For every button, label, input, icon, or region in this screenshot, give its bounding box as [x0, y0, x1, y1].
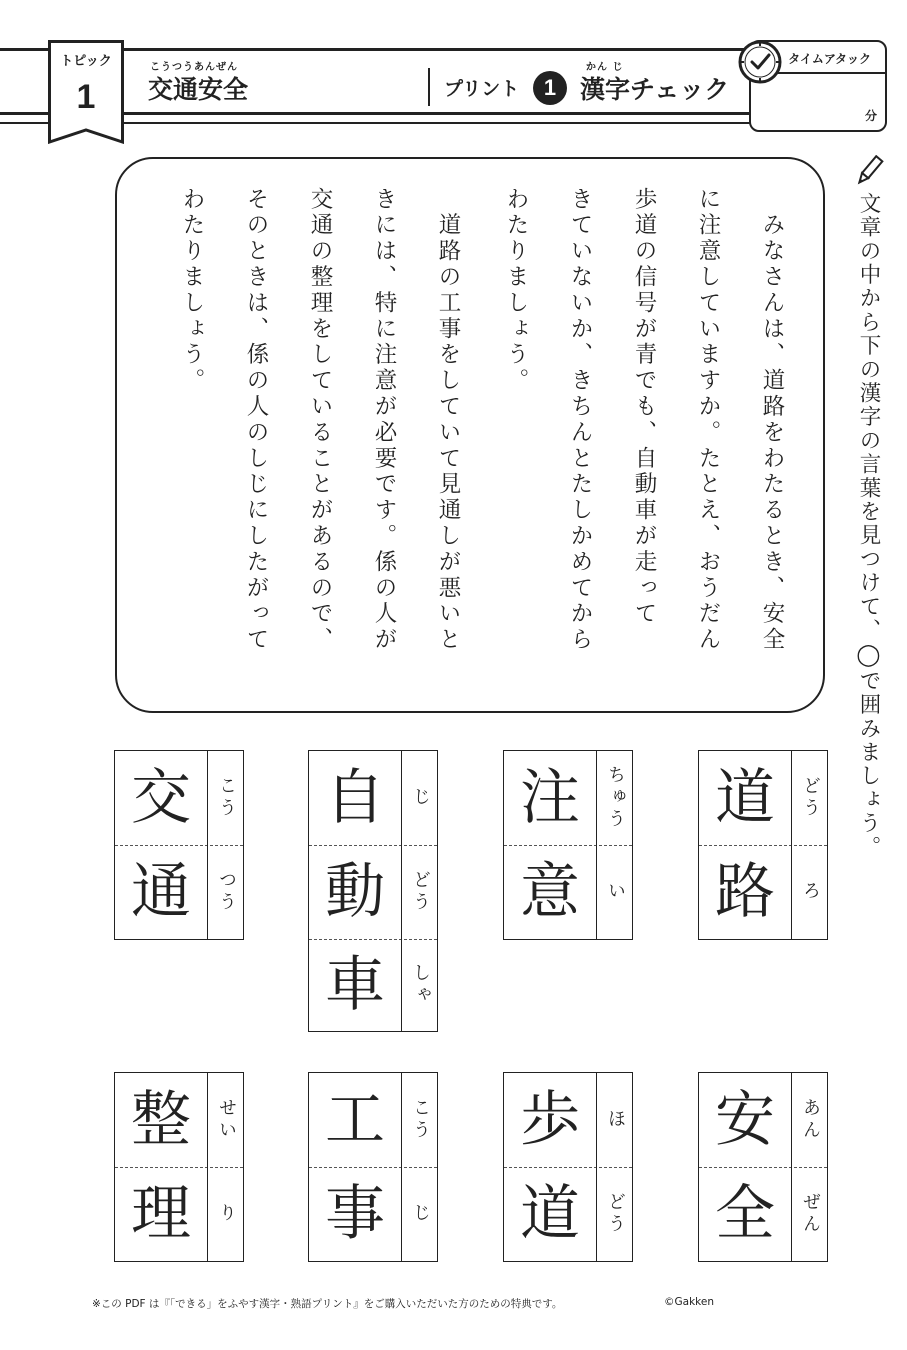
reading-passage [115, 157, 825, 713]
time-unit-label: 分 [864, 109, 877, 123]
header-divider [428, 68, 430, 106]
page-subtitle: 漢字チェック [580, 75, 730, 104]
print-label: プリント [444, 78, 520, 100]
kanji-card-hodou [503, 1072, 633, 1262]
furigana: どう [605, 1192, 626, 1236]
kanji-card-kouji [308, 1072, 438, 1262]
furigana: ろ [800, 881, 821, 903]
passage-line: みなさんは、道路をわたるとき、安全 [759, 187, 785, 654]
title-ruby: こうつうあんぜん [150, 62, 238, 73]
pencil-icon [854, 155, 884, 187]
kanji-card-chuui [503, 750, 633, 940]
furigana: あん [800, 1098, 821, 1142]
kanji-char: 工 [325, 1085, 385, 1155]
kanji-char: 歩 [520, 1085, 580, 1155]
passage-line: きていないか、きちんとたしかめてから [567, 187, 593, 654]
kanji-char: 事 [325, 1179, 385, 1249]
kanji-char: 安 [715, 1085, 775, 1155]
kanji-char: 意 [520, 857, 580, 927]
kanji-char: 注 [520, 763, 580, 833]
furigana: どう [410, 870, 431, 914]
kanji-char: 車 [325, 950, 385, 1020]
copyright: ©Gakken [664, 1296, 714, 1308]
clock-icon [736, 38, 784, 86]
furigana: こう [216, 776, 237, 820]
furigana: せい [216, 1098, 237, 1142]
furigana-column [791, 751, 827, 939]
passage-line: 歩道の信号が青でも、自動車が走って [631, 187, 657, 628]
passage-line: わたりましょう。 [503, 187, 529, 395]
furigana-column [791, 1073, 827, 1261]
furigana: じ [410, 1203, 431, 1225]
furigana: ほ [605, 1109, 626, 1131]
kanji-char: 路 [715, 857, 775, 927]
passage-line: に注意していますか。たとえ、おうだん [695, 187, 721, 654]
kanji-char: 全 [715, 1179, 775, 1249]
kanji-char: 動 [325, 857, 385, 927]
kanji-card-koutsuu [114, 750, 244, 940]
page-title: 交通安全 [148, 75, 249, 104]
passage-line: きには、特に注意が必要です。係の人が [371, 187, 397, 654]
furigana: こう [410, 1098, 431, 1142]
kanji-char: 整 [131, 1085, 191, 1155]
kanji-card-seiri [114, 1072, 244, 1262]
kanji-char: 通 [131, 857, 191, 927]
furigana-column [207, 1073, 243, 1261]
passage-line: 道路の工事をしていて見通しが悪いと [435, 187, 461, 654]
time-attack-label: タイムアタック [788, 52, 871, 66]
kanji-card-jidousha [308, 750, 438, 1032]
furigana: どう [800, 776, 821, 820]
furigana-column [207, 751, 243, 939]
passage-line: 交通の整理をしていることがあるので、 [307, 187, 333, 654]
furigana-column [401, 751, 437, 1031]
kanji-char: 交 [131, 763, 191, 833]
furigana-column [401, 1073, 437, 1261]
furigana: い [605, 881, 626, 903]
furigana: り [216, 1203, 237, 1225]
kanji-card-anzen [698, 1072, 828, 1262]
furigana: ちゅう [605, 765, 626, 831]
kanji-char: 道 [715, 763, 775, 833]
furigana: しゃ [410, 963, 431, 1007]
kanji-char: 道 [520, 1179, 580, 1249]
topic-number: 1 [76, 78, 96, 116]
kanji-card-douro [698, 750, 828, 940]
print-number: 1 [533, 71, 567, 105]
furigana: じ [410, 787, 431, 809]
kanji-char: 理 [131, 1179, 191, 1249]
furigana: つう [216, 870, 237, 914]
kanji-char: 自 [325, 763, 385, 833]
passage-line: そのときは、係の人のしじにしたがって [243, 187, 269, 654]
furigana-column [596, 1073, 632, 1261]
furigana: ぜん [800, 1192, 821, 1236]
subtitle-ruby: かん じ [586, 62, 624, 73]
topic-label: トピック [60, 54, 112, 69]
instruction-text: 文章の中から下の漢字の言葉を見つけて、◯で囲みましょう。 [855, 192, 881, 860]
passage-line: わたりましょう。 [179, 187, 205, 395]
furigana-column [596, 751, 632, 939]
footer-note: ※この PDF は『「できる」をふやす漢字・熟語プリント』をご購入いただいた方のための特典です。 [92, 1298, 563, 1310]
